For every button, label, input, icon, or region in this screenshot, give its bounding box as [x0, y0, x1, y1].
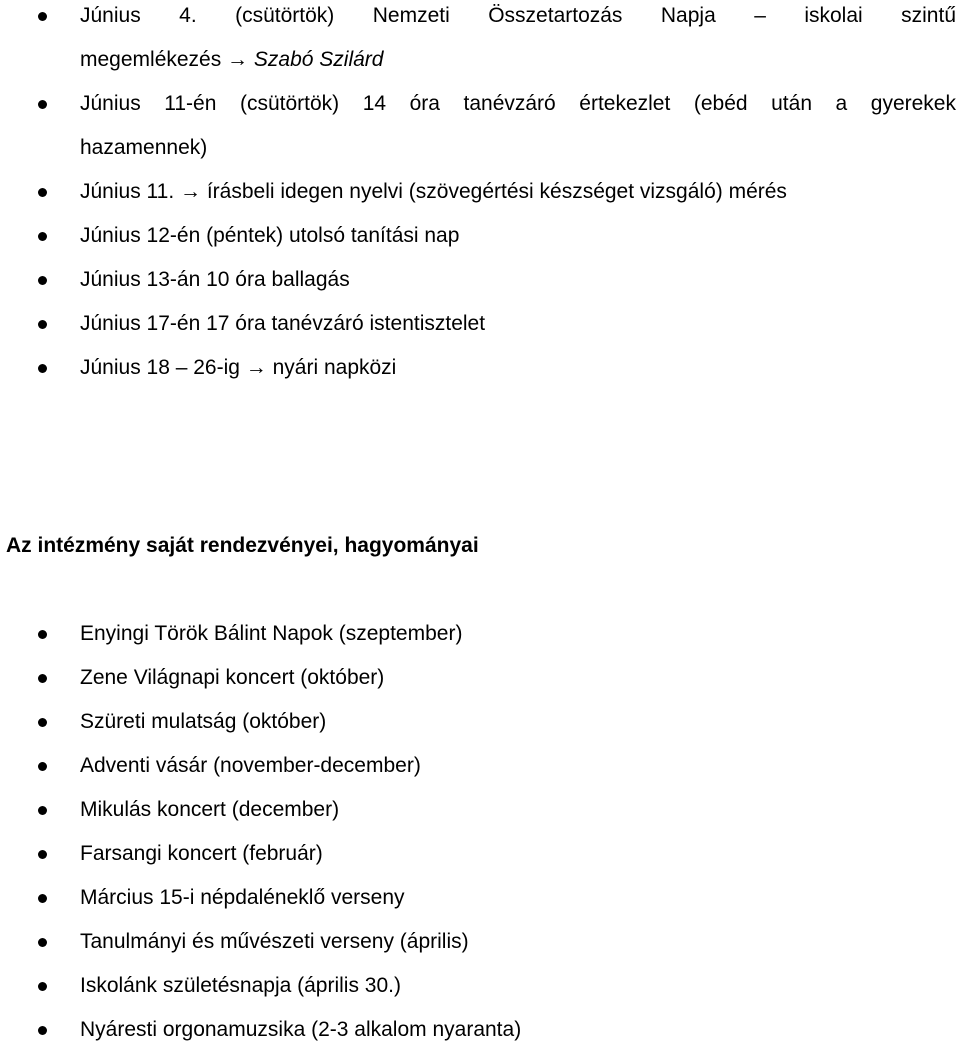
list-item-text: Június 11. → írásbeli idegen nyelvi (szövegértési készséget vizsgáló) mérés [80, 180, 787, 203]
list-item [0, 82, 960, 170]
june-schedule-list [0, 0, 960, 390]
list-item-text: Mikulás koncert (december) [80, 798, 340, 821]
bullet-dot-icon [38, 938, 47, 947]
bullet-dot-icon [38, 364, 47, 373]
section-heading: Az intézmény saját rendezvényei, hagyományai [6, 534, 479, 557]
bullet-dot-icon [38, 1026, 47, 1035]
list-item-text: Farsangi koncert (február) [80, 842, 323, 865]
bullet-dot-icon [38, 762, 47, 771]
list-item-text: Zene Világnapi koncert (október) [80, 666, 385, 689]
list-item [0, 612, 960, 656]
list-item [0, 1008, 960, 1052]
list-item [0, 964, 960, 1008]
list-item-text: Június 17-én 17 óra tanévzáró istentisztelet [80, 312, 486, 335]
list-item [0, 302, 960, 346]
bullet-dot-icon [38, 100, 47, 109]
bullet-dot-icon [38, 850, 47, 859]
list-item [0, 656, 960, 700]
list-item-text: Március 15-i népdaléneklő verseny [80, 886, 405, 909]
bullet-dot-icon [38, 718, 47, 727]
list-item-text-line1: Június 11-én (csütörtök) 14 óra tanévzáró értekezlet (ebéd után a gyerekek [80, 92, 956, 115]
list-item-text: Június 18 – 26-ig → nyári napközi [80, 356, 397, 379]
list-item-text: Iskolánk születésnapja (április 30.) [80, 974, 401, 997]
responsible-person: Szabó Szilárd [253, 48, 384, 71]
list-item-text: Adventi vásár (november-december) [80, 754, 421, 777]
list-item-text-prefix: megemlékezés → [80, 48, 254, 71]
bullet-dot-icon [38, 232, 47, 241]
list-item-text: Június 13-án 10 óra ballagás [80, 268, 350, 291]
list-item [0, 0, 960, 82]
list-item [0, 788, 960, 832]
list-item-text-line2: hazamennek) [80, 136, 208, 159]
list-item-text: Tanulmányi és művészeti verseny (április) [80, 930, 469, 953]
list-item [0, 744, 960, 788]
list-item [0, 920, 960, 964]
bullet-dot-icon [38, 894, 47, 903]
bullet-dot-icon [38, 12, 47, 21]
list-item [0, 700, 960, 744]
list-item [0, 876, 960, 920]
list-item-text-line1: Június 4. (csütörtök) Nemzeti Összetartozás Napja – iskolai szintű [80, 4, 956, 27]
list-item-text: Nyáresti orgonamuzsika (2-3 alkalom nyaranta) [80, 1018, 522, 1041]
list-item-text-line2 [80, 48, 383, 71]
bullet-dot-icon [38, 276, 47, 285]
bullet-dot-icon [38, 630, 47, 639]
list-item-text: Június 12-én (péntek) utolsó tanítási nap [80, 224, 460, 247]
bullet-dot-icon [38, 806, 47, 815]
list-item-text: Szüreti mulatság (október) [80, 710, 327, 733]
list-item [0, 832, 960, 876]
list-item [0, 346, 960, 390]
bullet-dot-icon [38, 320, 47, 329]
bullet-dot-icon [38, 982, 47, 991]
bullet-dot-icon [38, 674, 47, 683]
list-item [0, 214, 960, 258]
institution-events-list [0, 612, 960, 1052]
list-item [0, 258, 960, 302]
bullet-dot-icon [38, 188, 47, 197]
list-item [0, 170, 960, 214]
list-item-text: Enyingi Török Bálint Napok (szeptember) [80, 622, 463, 645]
